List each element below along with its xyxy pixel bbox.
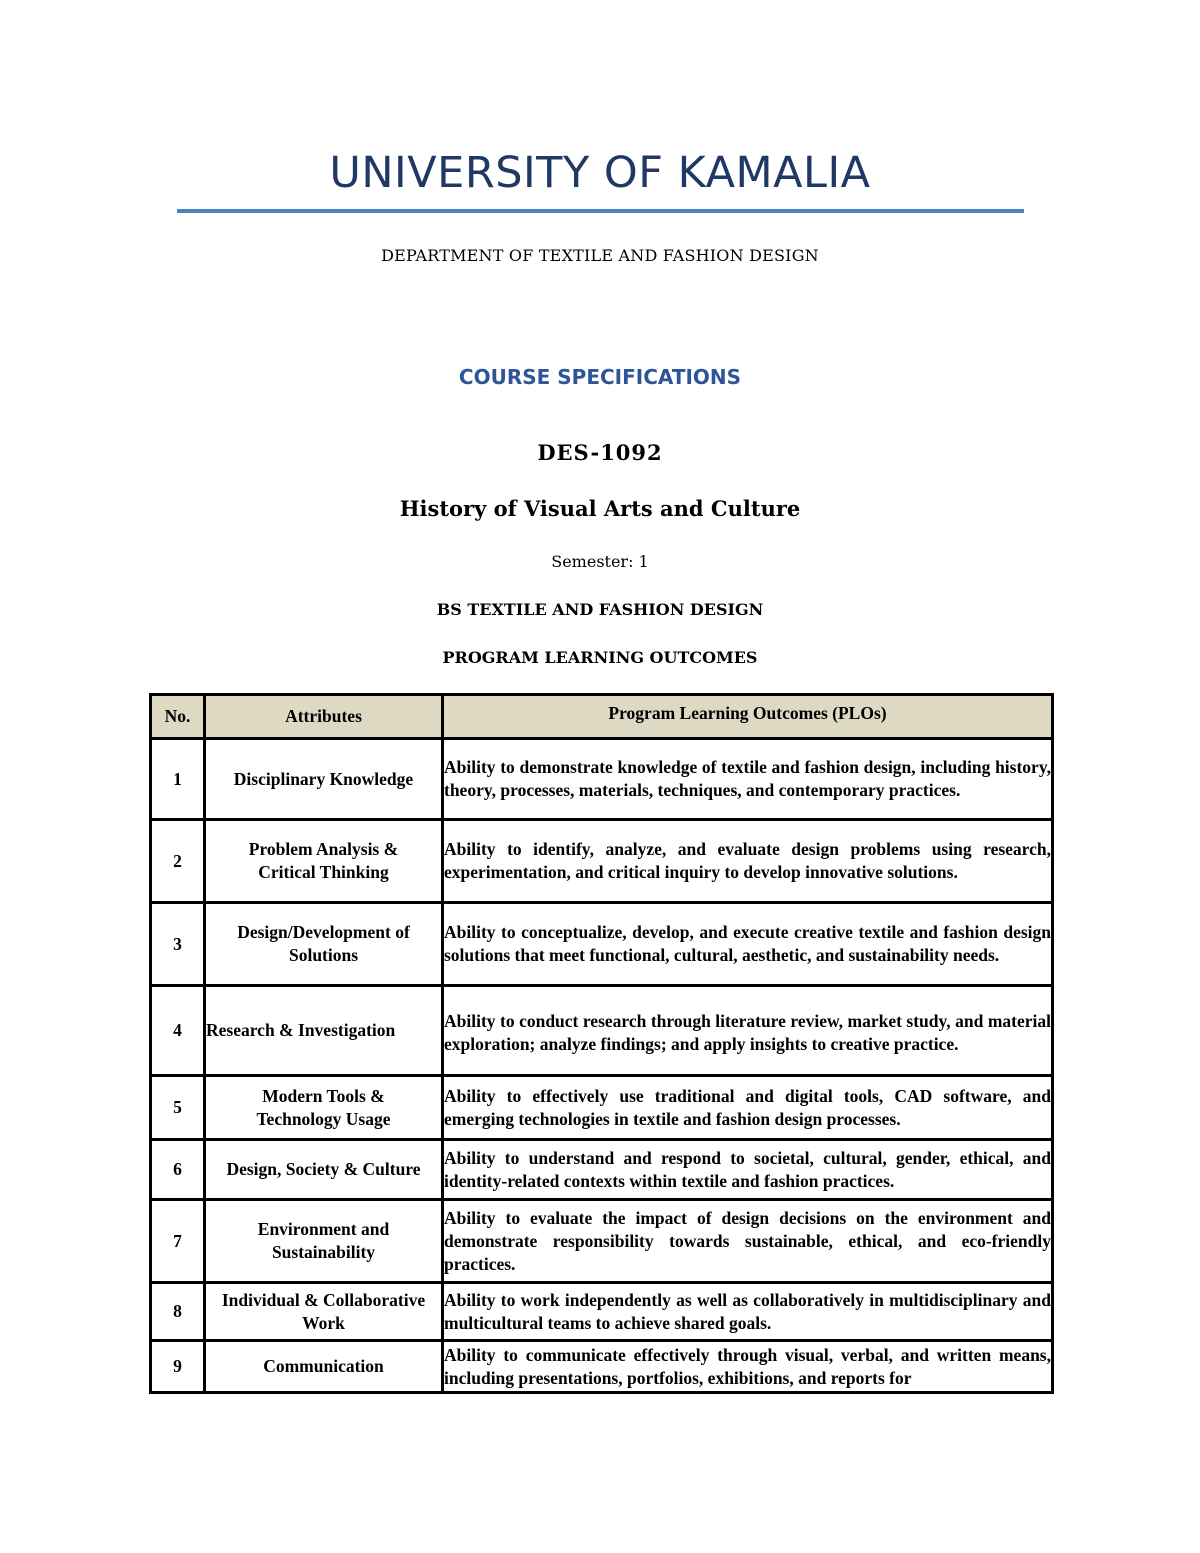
semester-label: Semester: 1 (551, 552, 649, 571)
row-plo: Ability to conceptualize, develop, and execute creative textile and fashion design solutions that meet functional, cultural, aesthetic, and sustainability needs. (443, 903, 1053, 986)
row-attribute: Individual & Collaborative Work (205, 1283, 443, 1341)
row-attribute: Design, Society & Culture (205, 1140, 443, 1200)
university-title: UNIVERSITY OF KAMALIA (329, 148, 871, 198)
row-plo: Ability to understand and respond to societal, cultural, gender, ethical, and identity-related contexts within textile and fashion practices. (443, 1140, 1053, 1200)
row-plo: Ability to identify, analyze, and evaluate design problems using research, experimentation, and critical inquiry to develop innovative solutions. (443, 820, 1053, 903)
table-row (151, 1341, 1053, 1393)
table-row (151, 1283, 1053, 1341)
section-title: COURSE SPECIFICATIONS (458, 365, 742, 389)
row-number: 6 (151, 1140, 205, 1200)
row-number: 7 (151, 1200, 205, 1283)
table-header-row (151, 695, 1053, 739)
header-no: No. (151, 695, 205, 739)
table-row (151, 1140, 1053, 1200)
title-underline (177, 209, 1024, 213)
table-row (151, 986, 1053, 1076)
header-plos: Program Learning Outcomes (PLOs) (443, 695, 1053, 739)
row-number: 9 (151, 1341, 205, 1393)
header-attributes: Attributes (205, 695, 443, 739)
row-number: 5 (151, 1076, 205, 1140)
row-attribute: Environment and Sustainability (205, 1200, 443, 1283)
row-plo: Ability to work independently as well as collaboratively in multidisciplinary and multicultural teams to achieve shared goals. (443, 1283, 1053, 1341)
row-attribute: Modern Tools & Technology Usage (205, 1076, 443, 1140)
row-number: 4 (151, 986, 205, 1076)
course-name: History of Visual Arts and Culture (399, 496, 801, 521)
table-row (151, 1200, 1053, 1283)
plo-heading: PROGRAM LEARNING OUTCOMES (442, 648, 758, 667)
row-attribute: Design/Development of Solutions (205, 903, 443, 986)
table-row (151, 820, 1053, 903)
table-row (151, 903, 1053, 986)
row-plo: Ability to demonstrate knowledge of textile and fashion design, including history, theory, processes, materials, techniques, and contemporary practices. (443, 739, 1053, 820)
course-code: DES-1092 (537, 440, 663, 465)
row-attribute: Research & Investigation (205, 986, 443, 1076)
row-number: 8 (151, 1283, 205, 1341)
row-plo: Ability to evaluate the impact of design decisions on the environment and demonstrate responsibility towards sustainable, ethical, and eco-friendly practices. (443, 1200, 1053, 1283)
row-number: 1 (151, 739, 205, 820)
department-name: DEPARTMENT OF TEXTILE AND FASHION DESIGN (381, 246, 819, 265)
row-attribute: Communication (205, 1341, 443, 1393)
row-attribute: Disciplinary Knowledge (205, 739, 443, 820)
table-row (151, 1076, 1053, 1140)
row-plo: Ability to conduct research through literature review, market study, and material exploration; analyze findings; and apply insights to creative practice. (443, 986, 1053, 1076)
row-attribute: Problem Analysis & Critical Thinking (205, 820, 443, 903)
plo-table (149, 693, 1054, 1394)
row-number: 3 (151, 903, 205, 986)
table-row (151, 739, 1053, 820)
row-number: 2 (151, 820, 205, 903)
program-name: BS TEXTILE AND FASHION DESIGN (436, 600, 764, 619)
row-plo: Ability to effectively use traditional and digital tools, CAD software, and emerging technologies in textile and fashion design processes. (443, 1076, 1053, 1140)
row-plo: Ability to communicate effectively through visual, verbal, and written means, including presentations, portfolios, exhibitions, and reports for (443, 1341, 1053, 1393)
